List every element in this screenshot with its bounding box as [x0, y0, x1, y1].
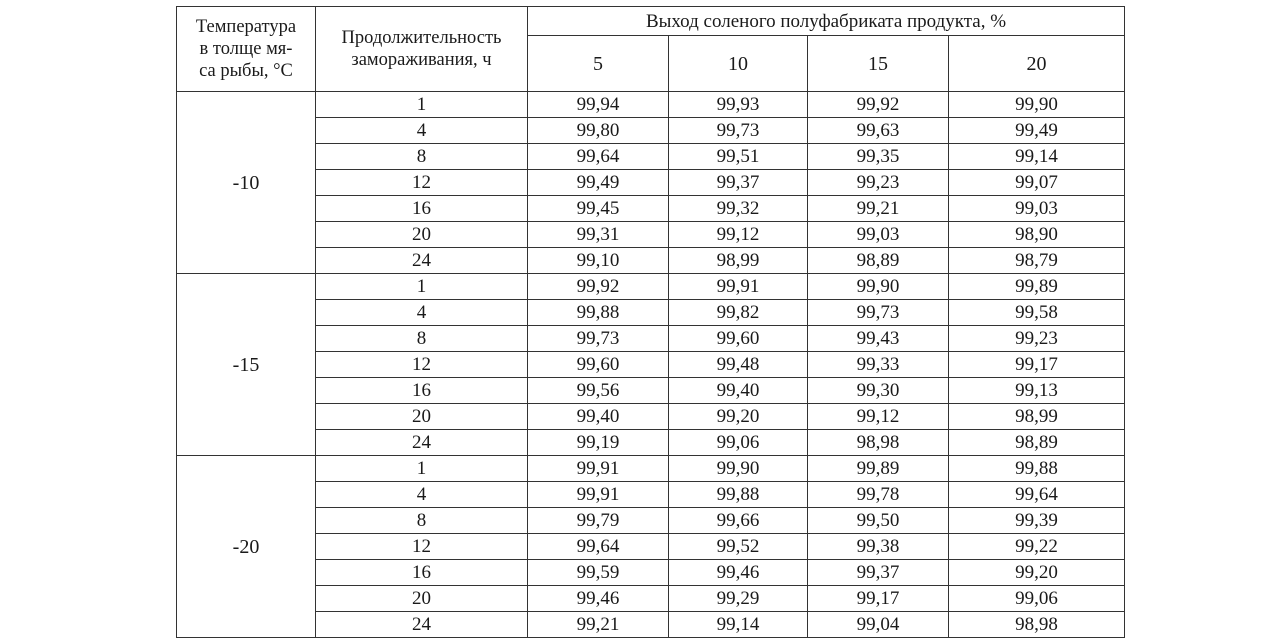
- yield-value-cell: 99,39: [949, 508, 1125, 534]
- yield-value-cell: 99,20: [669, 404, 808, 430]
- duration-cell: 4: [316, 118, 528, 144]
- yield-value-cell: 98,98: [808, 430, 949, 456]
- yield-value-cell: 99,92: [808, 92, 949, 118]
- yield-value-cell: 99,13: [949, 378, 1125, 404]
- yield-value-cell: 99,04: [808, 612, 949, 638]
- yield-value-cell: 99,73: [669, 118, 808, 144]
- duration-cell: 16: [316, 560, 528, 586]
- yield-value-cell: 99,82: [669, 300, 808, 326]
- duration-cell: 8: [316, 326, 528, 352]
- table-row: [177, 118, 1125, 144]
- yield-value-cell: 99,80: [528, 118, 669, 144]
- yield-value-cell: 99,49: [949, 118, 1125, 144]
- yield-value-cell: 99,21: [808, 196, 949, 222]
- yield-value-cell: 99,46: [669, 560, 808, 586]
- yield-value-cell: 99,59: [528, 560, 669, 586]
- yield-value-cell: 99,38: [808, 534, 949, 560]
- yield-value-cell: 99,73: [808, 300, 949, 326]
- yield-value-cell: 99,22: [949, 534, 1125, 560]
- yield-value-cell: 98,79: [949, 248, 1125, 274]
- yield-value-cell: 99,91: [528, 482, 669, 508]
- yield-value-cell: 99,30: [808, 378, 949, 404]
- yield-value-cell: 99,40: [528, 404, 669, 430]
- yield-value-cell: 99,91: [528, 456, 669, 482]
- header-duration: [316, 7, 528, 92]
- yield-value-cell: 99,06: [669, 430, 808, 456]
- header-yield-title: Выход соленого полуфабриката продукта, %: [528, 7, 1125, 36]
- duration-cell: 16: [316, 378, 528, 404]
- yield-value-cell: 99,89: [949, 274, 1125, 300]
- yield-value-cell: 99,03: [949, 196, 1125, 222]
- yield-value-cell: 99,63: [808, 118, 949, 144]
- yield-value-cell: 99,88: [669, 482, 808, 508]
- yield-value-cell: 99,07: [949, 170, 1125, 196]
- freezing-yield-table: [176, 6, 1125, 638]
- duration-cell: 8: [316, 508, 528, 534]
- table-row: [177, 248, 1125, 274]
- table-row: [177, 352, 1125, 378]
- table-body: [177, 92, 1125, 638]
- yield-value-cell: 99,37: [808, 560, 949, 586]
- yield-value-cell: 99,91: [669, 274, 808, 300]
- yield-value-cell: 99,58: [949, 300, 1125, 326]
- duration-cell: 20: [316, 404, 528, 430]
- yield-value-cell: 98,99: [949, 404, 1125, 430]
- table-row: [177, 170, 1125, 196]
- header-temperature: [177, 7, 316, 92]
- duration-cell: 12: [316, 170, 528, 196]
- temperature-cell: -15: [177, 274, 316, 456]
- yield-value-cell: 99,51: [669, 144, 808, 170]
- yield-value-cell: 99,14: [669, 612, 808, 638]
- yield-value-cell: 99,17: [949, 352, 1125, 378]
- yield-value-cell: 99,66: [669, 508, 808, 534]
- yield-value-cell: 99,79: [528, 508, 669, 534]
- duration-cell: 12: [316, 534, 528, 560]
- table-row: [177, 508, 1125, 534]
- duration-cell: 4: [316, 300, 528, 326]
- yield-value-cell: 99,90: [669, 456, 808, 482]
- yield-value-cell: 99,56: [528, 378, 669, 404]
- yield-value-cell: 99,73: [528, 326, 669, 352]
- temperature-cell: -20: [177, 456, 316, 638]
- table-row: [177, 300, 1125, 326]
- yield-value-cell: 99,31: [528, 222, 669, 248]
- yield-value-cell: 99,23: [808, 170, 949, 196]
- yield-value-cell: 99,92: [528, 274, 669, 300]
- yield-value-cell: 99,52: [669, 534, 808, 560]
- table-row: [177, 92, 1125, 118]
- table-row: [177, 196, 1125, 222]
- table-row: [177, 560, 1125, 586]
- yield-value-cell: 99,32: [669, 196, 808, 222]
- header-yield-5: 5: [528, 36, 669, 92]
- header-temperature-line-3: са рыбы, °С: [199, 61, 293, 81]
- header-temperature-line-2: в толще мя-: [199, 39, 293, 59]
- yield-value-cell: 99,23: [949, 326, 1125, 352]
- yield-value-cell: 99,60: [528, 352, 669, 378]
- yield-value-cell: 99,40: [669, 378, 808, 404]
- temperature-cell: -10: [177, 92, 316, 274]
- yield-value-cell: 99,03: [808, 222, 949, 248]
- yield-value-cell: 99,94: [528, 92, 669, 118]
- duration-cell: 24: [316, 430, 528, 456]
- table-row: [177, 430, 1125, 456]
- yield-value-cell: 99,35: [808, 144, 949, 170]
- table-row: [177, 378, 1125, 404]
- header-yield-10: 10: [669, 36, 808, 92]
- yield-value-cell: 99,12: [808, 404, 949, 430]
- duration-cell: 1: [316, 92, 528, 118]
- table-row: [177, 456, 1125, 482]
- yield-value-cell: 99,33: [808, 352, 949, 378]
- yield-value-cell: 98,89: [949, 430, 1125, 456]
- yield-value-cell: 99,60: [669, 326, 808, 352]
- yield-value-cell: 99,88: [528, 300, 669, 326]
- duration-cell: 1: [316, 456, 528, 482]
- yield-value-cell: 99,46: [528, 586, 669, 612]
- yield-value-cell: 99,90: [949, 92, 1125, 118]
- table-row: [177, 404, 1125, 430]
- yield-value-cell: 98,99: [669, 248, 808, 274]
- duration-cell: 4: [316, 482, 528, 508]
- header-duration-line-2: замораживания, ч: [351, 50, 492, 70]
- table-row: [177, 274, 1125, 300]
- yield-value-cell: 99,50: [808, 508, 949, 534]
- table-row: [177, 222, 1125, 248]
- duration-cell: 1: [316, 274, 528, 300]
- table-row: [177, 326, 1125, 352]
- yield-value-cell: 99,06: [949, 586, 1125, 612]
- yield-value-cell: 99,64: [949, 482, 1125, 508]
- yield-value-cell: 99,10: [528, 248, 669, 274]
- duration-cell: 8: [316, 144, 528, 170]
- yield-value-cell: 99,19: [528, 430, 669, 456]
- duration-cell: 24: [316, 612, 528, 638]
- duration-cell: 12: [316, 352, 528, 378]
- header-yield-15: 15: [808, 36, 949, 92]
- header-duration-line-1: Продолжительность: [341, 28, 502, 48]
- yield-value-cell: 99,37: [669, 170, 808, 196]
- yield-value-cell: 99,45: [528, 196, 669, 222]
- table-row: [177, 534, 1125, 560]
- yield-value-cell: 99,90: [808, 274, 949, 300]
- duration-cell: 20: [316, 586, 528, 612]
- yield-value-cell: 99,64: [528, 534, 669, 560]
- yield-value-cell: 99,93: [669, 92, 808, 118]
- yield-value-cell: 99,12: [669, 222, 808, 248]
- table-row: [177, 612, 1125, 638]
- yield-value-cell: 98,98: [949, 612, 1125, 638]
- table-row: [177, 482, 1125, 508]
- yield-value-cell: 99,14: [949, 144, 1125, 170]
- table-row: [177, 586, 1125, 612]
- yield-value-cell: 98,89: [808, 248, 949, 274]
- yield-value-cell: 99,20: [949, 560, 1125, 586]
- duration-cell: 20: [316, 222, 528, 248]
- yield-value-cell: 99,48: [669, 352, 808, 378]
- yield-value-cell: 98,90: [949, 222, 1125, 248]
- yield-value-cell: 99,88: [949, 456, 1125, 482]
- yield-value-cell: 99,17: [808, 586, 949, 612]
- yield-value-cell: 99,21: [528, 612, 669, 638]
- yield-value-cell: 99,29: [669, 586, 808, 612]
- table-row: [177, 144, 1125, 170]
- duration-cell: 16: [316, 196, 528, 222]
- header-temperature-line-1: Температура: [195, 17, 297, 37]
- yield-value-cell: 99,64: [528, 144, 669, 170]
- yield-value-cell: 99,78: [808, 482, 949, 508]
- yield-value-cell: 99,49: [528, 170, 669, 196]
- yield-value-cell: 99,43: [808, 326, 949, 352]
- header-yield-20: 20: [949, 36, 1125, 92]
- yield-value-cell: 99,89: [808, 456, 949, 482]
- duration-cell: 24: [316, 248, 528, 274]
